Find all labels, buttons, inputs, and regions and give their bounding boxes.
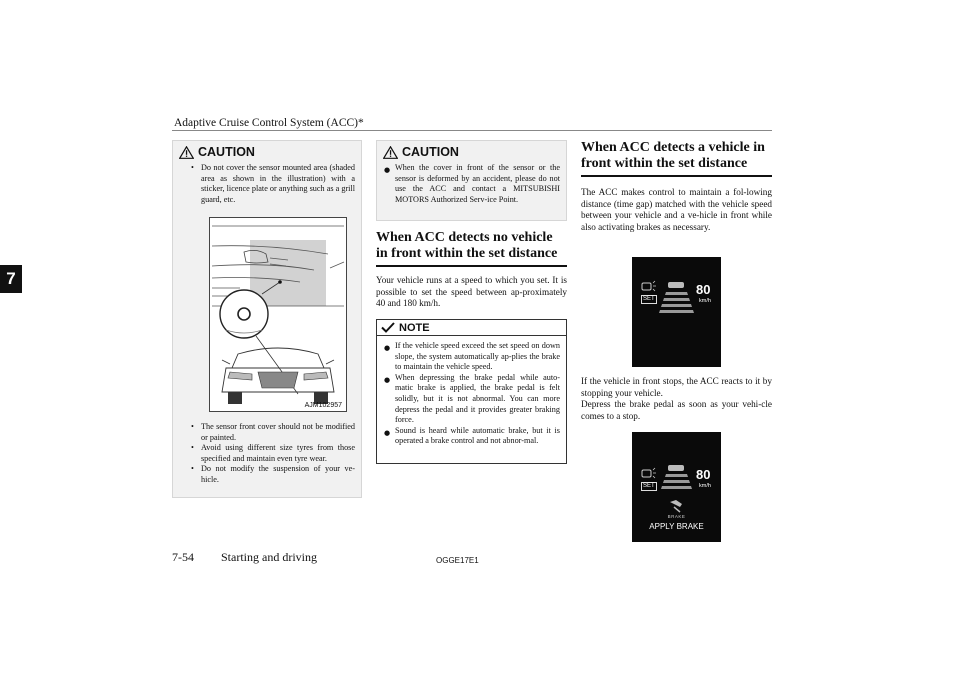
caution-item: • The sensor front cover should not be modified or painted.	[191, 422, 355, 442]
acc-display-following	[632, 257, 721, 367]
set-label: SET	[643, 296, 655, 302]
note-item: ● If the vehicle speed exceed the set speed on down slope, the system automatically ap-plies the brake to maintain the vehicle speed.	[384, 341, 560, 372]
caution-item: • Do not cover the sensor mounted area (shaded area as shown in the illustration) with a sticker, licence plate or anything such as a grill guard, etc.	[191, 163, 355, 204]
caution-title: CAUTION	[198, 145, 255, 159]
sensor-illustration	[209, 217, 347, 412]
caution-heading	[383, 145, 566, 159]
header-rule	[172, 130, 772, 131]
note-item: ● When depressing the brake pedal while auto-matic brake is applied, the brake pedal is felt solidly, but it is not abnormal. You can more depress the pedal and it provides greater braking force.	[384, 372, 560, 425]
footer-section: Starting and driving	[221, 550, 317, 564]
sensor-location-illustration	[210, 218, 346, 411]
section-no-vehicle	[376, 230, 567, 310]
caution-list	[383, 163, 560, 205]
note-heading	[377, 320, 566, 336]
brake-small-label: BRAKE	[667, 514, 686, 519]
note-list	[383, 341, 560, 447]
note-item: ● Sound is heard while automatic brake, but it is operated a brake control and not abnor-mal.	[384, 425, 560, 446]
caution-list-bottom	[189, 422, 355, 486]
check-icon	[381, 322, 395, 333]
section-body: Depress the brake pedal as soon as your vehi-cle comes to a stop.	[581, 399, 772, 422]
page-number: 7-54	[172, 550, 194, 564]
caution-heading	[179, 145, 361, 159]
caution-list-top	[189, 163, 355, 205]
set-label: SET	[643, 483, 655, 489]
chapter-tab: 7	[0, 265, 22, 293]
set-speed: 80	[696, 282, 711, 297]
caution-box-sensor	[172, 140, 362, 498]
note-title: NOTE	[399, 321, 430, 334]
caution-item: • Avoid using different size tyres from those specified and maintain even tyre wear.	[191, 443, 355, 463]
document-code: OGGE17E1	[436, 556, 479, 565]
section-heading: When ACC detects no vehicle in front within the set distance	[376, 230, 558, 261]
running-header: Adaptive Cruise Control System (ACC)*	[174, 117, 364, 129]
note-box	[376, 319, 567, 464]
speed-unit: km/h	[699, 483, 711, 489]
warning-triangle-icon	[179, 146, 194, 159]
section-rule	[376, 265, 567, 267]
acc-display-brake	[632, 432, 721, 542]
section-rule	[581, 175, 772, 177]
section-heading: When ACC detects a vehicle in front within the set distance	[581, 140, 765, 171]
section-body: Your vehicle runs at a speed to which you set. It is possible to set the speed between ap-proximately 40 and 180 km/h.	[376, 275, 567, 309]
caution-item: ● When the cover in front of the sensor or the sensor is deformed by an accident, please do not use the ACC and contact a MITSUBISHI MOTORS Authorized Serv-ice Point.	[384, 163, 560, 204]
section-body: If the vehicle in front stops, the ACC reacts to it by stopping your vehicle.	[581, 376, 772, 398]
apply-brake-label: APPLY BRAKE	[649, 522, 704, 531]
caution-box-cover	[376, 140, 567, 221]
acc-display-graphic	[632, 257, 721, 367]
caution-title: CAUTION	[402, 145, 459, 159]
section-body: The ACC makes control to maintain a fol-lowing distance (time gap) matched with the vehicle speed between your vehicle and a ve-hicle in front while also activating brakes as necessary.	[581, 187, 772, 233]
warning-triangle-icon	[383, 146, 398, 159]
section-vehicle	[581, 140, 772, 234]
caution-item: • Do not modify the suspension of your ve-hicle.	[191, 464, 355, 484]
figure-code: AJM102957	[304, 402, 342, 409]
section-vehicle-stop	[581, 376, 772, 423]
set-speed: 80	[696, 467, 711, 482]
speed-unit: km/h	[699, 298, 711, 304]
